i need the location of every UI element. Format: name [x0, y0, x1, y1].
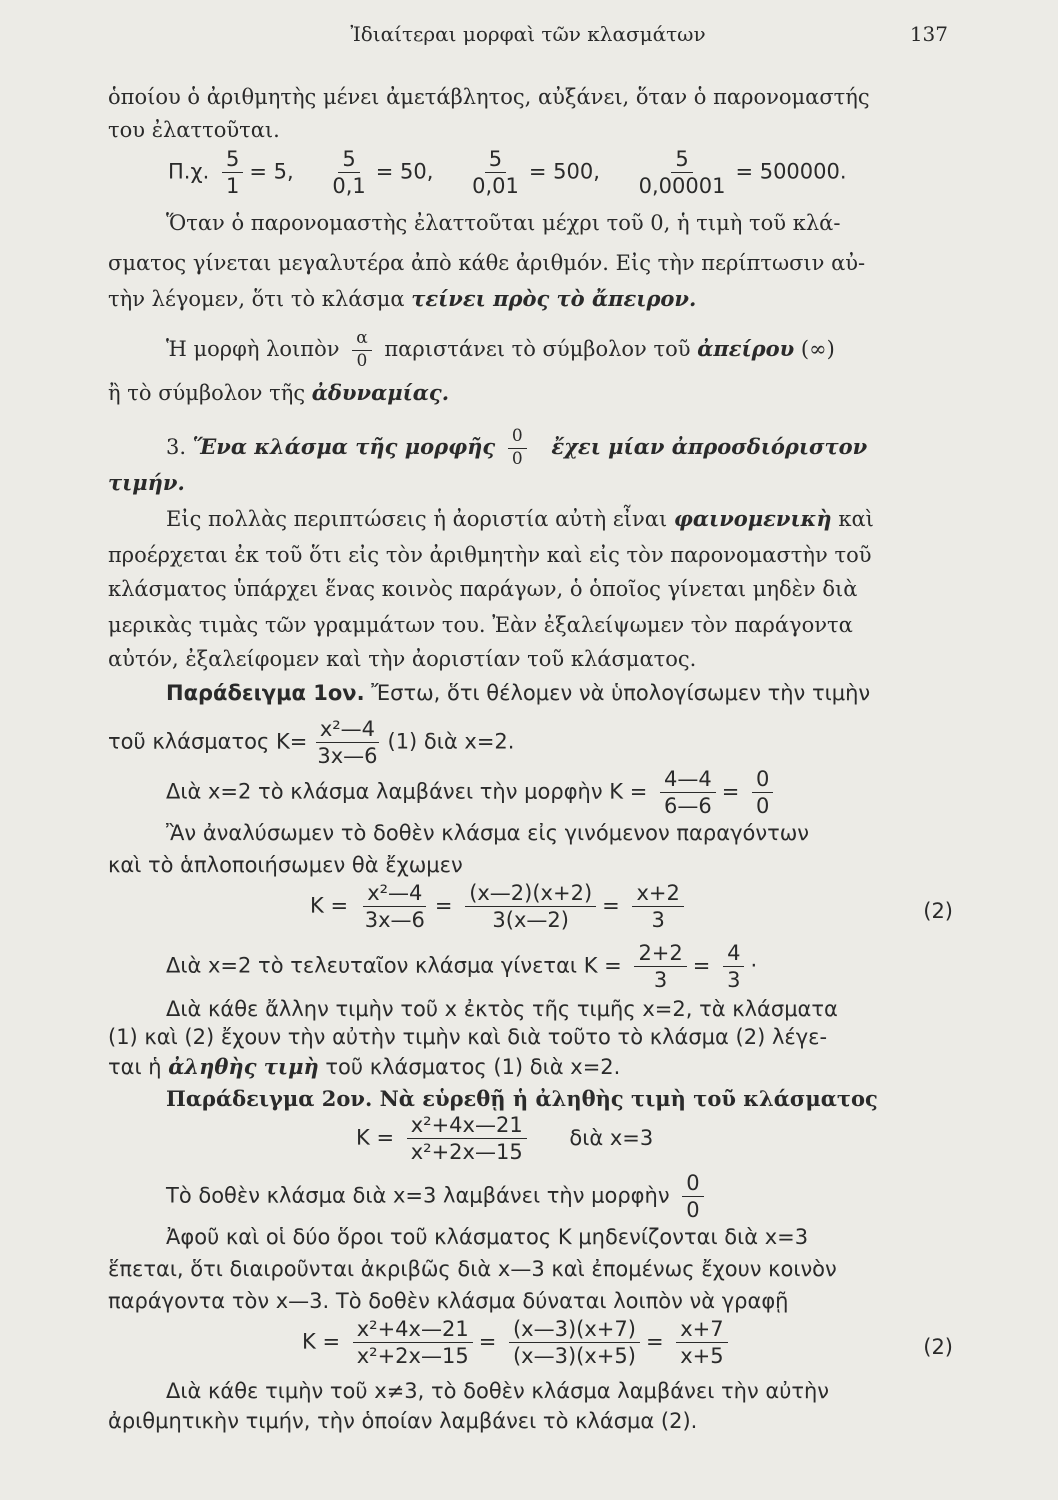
- example-fractions: [168, 148, 953, 197]
- paragraph-line: καὶ τὸ ἁπλοποιήσωμεν θὰ ἔχωμεν: [108, 853, 463, 877]
- fraction: $\frac{5}{0,01}$: [472, 147, 519, 199]
- fraction: $\frac{4—4}{6—6}$: [660, 768, 716, 817]
- emphasis: τείνει πρὸς τὸ ἄπειρον.: [411, 286, 697, 311]
- example-label: Π.χ.: [168, 159, 210, 184]
- fraction-value: = 500000.: [735, 159, 847, 184]
- formula-line: Διὰ x=2 τὸ κλάσμα λαμβάνει τὴν μορφὴν Κ = $\frac{4—4}{6—6}$ = $\frac{0}{0}$: [166, 768, 953, 817]
- formula-line: Κ = $\frac{\text{x²+4x—21}}{\text{x²+2x—15}}$ διὰ x=3: [356, 1113, 654, 1165]
- fraction-value: = 500,: [528, 159, 600, 184]
- fraction: $\frac{5}{0,1}$: [332, 147, 366, 199]
- paragraph-line: Ἡ μορφὴ λοιπὸν $\frac{\alpha}{0}$ παριστάνει τὸ σύμβολον τοῦ ἀπείρου (∞): [166, 328, 835, 371]
- fraction: $\frac{(x—3)(x+7)}{(x—3)(x+5)}$: [509, 1318, 640, 1367]
- fraction: $\frac{\text{x²+4x—21}}{\text{x²+2x—15}}$: [407, 1114, 527, 1163]
- paragraph-line: ἕπεται, ὅτι διαιροῦνται ἀκριβῶς διὰ x—3 καὶ ἐπομένως ἔχουν κοινὸν: [108, 1257, 837, 1281]
- fraction: $\frac{4}{3}$: [723, 942, 744, 991]
- formula-line: Κ = $\frac{\text{x²+4x—21}}{\text{x²+2x—15}}$ = $\frac{(x—3)(x+7)}{(x—3)(x+5)}$ = $\frac{x+7}{x+5}$ (2): [302, 1317, 953, 1369]
- paragraph-line: κλάσματος ὑπάρχει ἕνας κοινὸς παράγων, ὁ ὁποῖος γίνεται μηδὲν διὰ: [108, 577, 858, 601]
- paragraph-line: του ἐλαττοῦται.: [108, 118, 280, 142]
- paragraph-line: Διὰ κάθε τιμὴν τοῦ x≠3, τὸ δοθὲν κλάσμα λαμβάνει τὴν αὐτὴν: [166, 1379, 830, 1403]
- paragraph-line: Ἀφοῦ καὶ οἱ δύο ὅροι τοῦ κλάσματος Κ μηδενίζονται διὰ x=3: [166, 1225, 809, 1249]
- paragraph-line: αὐτόν, ἐξαλείφομεν καὶ τὴν ἀοριστίαν τοῦ κλάσματος.: [108, 647, 697, 671]
- fraction: $\frac{0}{0}$: [752, 768, 773, 817]
- example-heading: Παράδειγμα 2ον. Νὰ εὑρεθῇ ἡ ἀληθὴς τιμὴ τοῦ κλάσματος: [166, 1086, 878, 1111]
- fraction: $\frac{5}{1}$: [222, 148, 243, 197]
- formula-line: Κ = $\frac{\text{x²—4}}{3x—6}$ = $\frac{(x—2)(x+2)}{3(x—2)}$ = $\frac{x+2}{3}$ (2): [310, 881, 953, 933]
- paragraph-line: σματος γίνεται μεγαλυτέρα ἀπὸ κάθε ἀριθμόν. Εἰς τὴν περίπτωσιν αὐ-: [108, 251, 866, 275]
- paragraph-line: ὁποίου ὁ ἀριθμητὴς μένει ἀμετάβλητος, αὐξάνει, ὅταν ὁ παρονομαστής: [108, 85, 870, 109]
- paragraph-line: Εἰς πολλὰς περιπτώσεις ἡ ἀοριστία αὐτὴ εἶναι φαινομενικὴ καὶ: [166, 506, 874, 531]
- formula-line: Διὰ x=2 τὸ τελευταῖον κλάσμα γίνεται Κ = $\frac{2+2}{3}$ = $\frac{4}{3}$ ·: [166, 941, 758, 993]
- paragraph-line: τὴν λέγομεν, ὅτι τὸ κλάσμα τείνει πρὸς τὸ ἄπειρον.: [108, 286, 697, 311]
- equation-number: (2): [923, 1335, 953, 1359]
- paragraph-line: ἀριθμητικὴν τιμήν, τὴν ὁποίαν λαμβάνει τὸ κλάσμα (2).: [108, 1409, 698, 1433]
- fraction: $\frac{5}{0,00001}$: [638, 147, 726, 199]
- emphasis: ἀπείρου: [697, 335, 795, 361]
- paragraph-line: Διὰ κάθε ἄλλην τιμὴν τοῦ x ἐκτὸς τῆς τιμῆς x=2, τὰ κλάσματα: [166, 997, 838, 1021]
- paragraph-line: μερικὰς τιμὰς τῶν γραμμάτων του. Ἐὰν ἐξαλείψωμεν τὸν παράγοντα: [108, 613, 853, 637]
- fraction: $\frac{\alpha}{0}$: [352, 330, 371, 371]
- example-label: Παράδειγμα 1ον.: [166, 681, 365, 705]
- fraction: $\frac{x+7}{x+5}$: [676, 1318, 727, 1367]
- paragraph-line: ἢ τὸ σύμβολον τῆς ἀδυναμίας.: [108, 380, 450, 405]
- fraction: $\frac{\text{x²—4}}{3x—6}$: [364, 881, 425, 933]
- fraction-value: = 50,: [375, 159, 434, 184]
- equation-number: (2): [923, 899, 953, 923]
- fraction: $\frac{0}{0}$: [682, 1172, 703, 1221]
- paragraph-line: Ἂν ἀναλύσωμεν τὸ δοθὲν κλάσμα εἰς γινόμενον παραγόντων: [166, 821, 810, 845]
- paragraph-line: Ὅταν ὁ παρονομαστὴς ἐλαττοῦται μέχρι τοῦ 0, ἡ τιμὴ τοῦ κλά-: [166, 211, 841, 235]
- formula-line: Τὸ δοθὲν κλάσμα διὰ x=3 λαμβάνει τὴν μορφὴν $\frac{0}{0}$: [166, 1172, 953, 1221]
- emphasis: ἀδυναμίας.: [311, 380, 450, 405]
- emphasis: ἀληθὴς τιμὴ: [168, 1054, 319, 1079]
- fraction: $\frac{0}{0}$: [508, 428, 527, 469]
- formula-line: τοῦ κλάσματος Κ= $\frac{\text{x²—4}}{3x—6}$ (1) διὰ x=2.: [108, 717, 515, 769]
- fraction: $\frac{(x—2)(x+2)}{3(x—2)}$: [465, 882, 596, 931]
- paragraph-line: προέρχεται ἐκ τοῦ ὅτι εἰς τὸν ἀριθμητὴν καὶ εἰς τὸν παρονομαστὴν τοῦ: [108, 543, 872, 567]
- fraction: $\frac{\text{x²+4x—21}}{\text{x²+2x—15}}$: [353, 1318, 473, 1367]
- emphasis: φαινομενικὴ: [673, 506, 832, 531]
- fraction: $\frac{\text{x²—4}}{3x—6}$: [317, 717, 378, 769]
- fraction: $\frac{2+2}{3}$: [634, 942, 686, 991]
- running-title: Ἰδιαίτεραι μορφαὶ τῶν κλασμάτων: [350, 22, 706, 46]
- fraction-value: = 5,: [249, 159, 294, 184]
- fraction: $\frac{x+2}{3}$: [632, 882, 683, 931]
- section-heading: 3. Ἕνα κλάσμα τῆς μορφῆς $\frac{0}{0}$ ἔχει μίαν ἀπροσδιόριστον: [166, 426, 868, 469]
- example-heading: Παράδειγμα 1ον. Ἔστω, ὅτι θέλομεν νὰ ὑπολογίσωμεν τὴν τιμὴν: [166, 681, 871, 705]
- section-heading-cont: τιμήν.: [108, 470, 185, 495]
- paragraph-line: ται ἡ ἀληθὴς τιμὴ τοῦ κλάσματος (1) διὰ x=2.: [108, 1054, 621, 1079]
- paragraph-line: παράγοντα τὸν x—3. Τὸ δοθὲν κλάσμα δύναται λοιπὸν νὰ γραφῇ: [108, 1289, 789, 1313]
- paragraph-line: (1) καὶ (2) ἔχουν τὴν αὐτὴν τιμὴν καὶ διὰ τοῦτο τὸ κλάσμα (2) λέγε-: [108, 1025, 828, 1049]
- page-number: 137: [909, 22, 948, 46]
